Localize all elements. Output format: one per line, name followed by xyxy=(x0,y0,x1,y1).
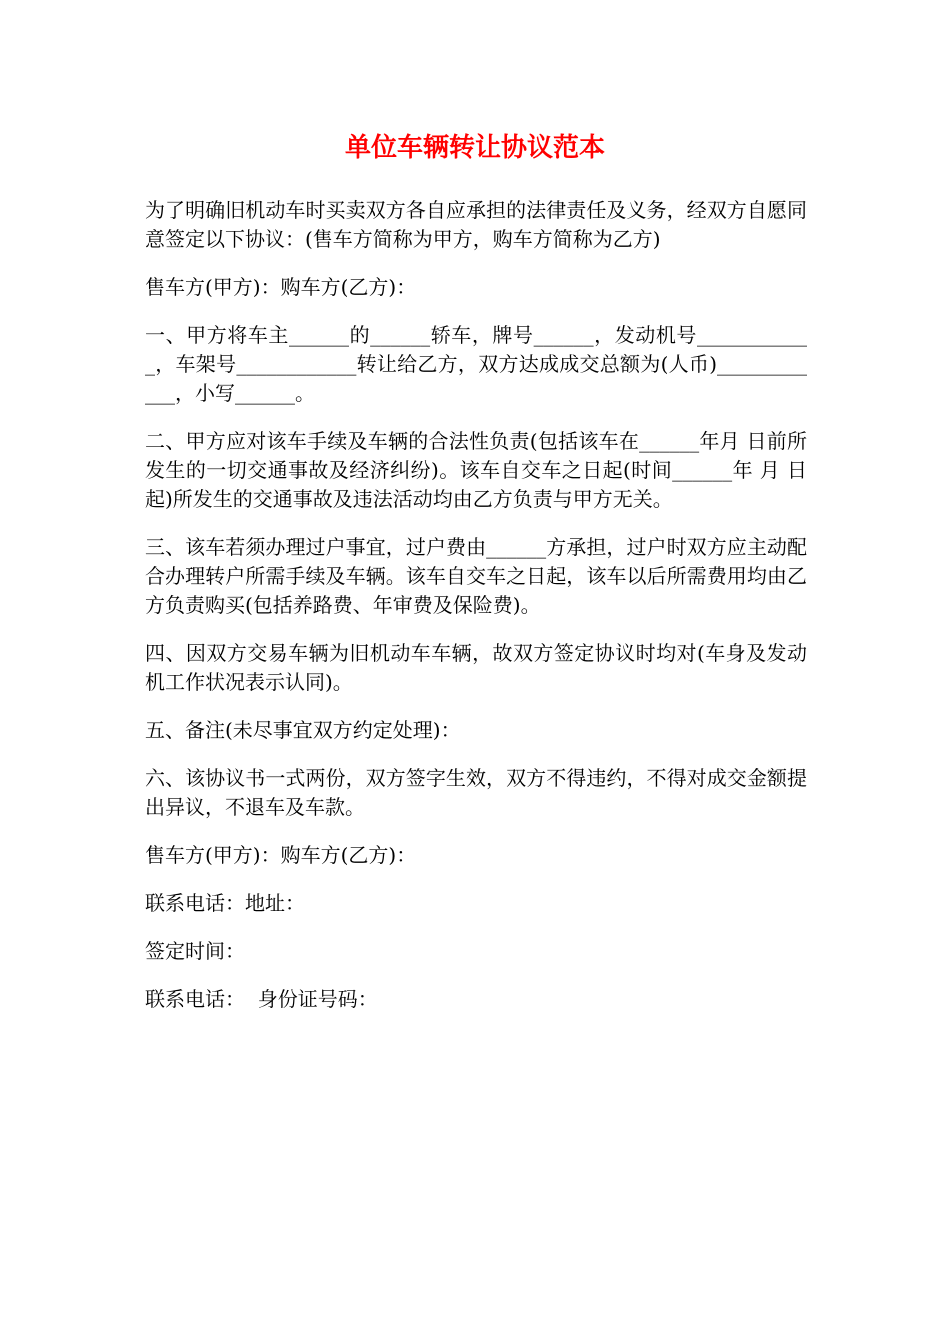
parties-line: 售车方(甲方)：购车方(乙方)： xyxy=(145,275,417,299)
contact-id-line: 联系电话： 身份证号码： xyxy=(145,987,378,1011)
parties-line-signature: 售车方(甲方)：购车方(乙方)： xyxy=(145,843,417,867)
clause-4: 四、因双方交易车辆为旧机动车车辆，故双方签定协议时均对(车身及发动机工作状况表示认同)。 xyxy=(145,641,807,694)
clause-5: 五、备注(未尽事宜双方约定处理)： xyxy=(145,718,461,742)
clause-1: 一、甲方将车主______的______轿车，牌号______，发动机号____________，车架号____________转让给乙方，双方达成成交总额为(人币)____________，小写______。 xyxy=(145,323,807,405)
contact-address-line: 联系电话：地址： xyxy=(145,891,305,915)
intro-paragraph: 为了明确旧机动车时买卖双方各自应承担的法律责任及义务，经双方自愿同意签定以下协议：(售车方简称为甲方，购车方简称为乙方) xyxy=(145,198,807,251)
document-body xyxy=(145,196,807,1033)
clause-3: 三、该车若须办理过户事宜，过户费由______方承担，过户时双方应主动配合办理转户所需手续及车辆。该车自交车之日起，该车以后所需费用均由乙方负责购买(包括养路费、年审费及保险费)。 xyxy=(145,535,807,617)
sign-time-line: 签定时间： xyxy=(145,939,245,963)
clause-6: 六、该协议书一式两份，双方签字生效，双方不得违约，不得对成交金额提出异议，不退车及车款。 xyxy=(145,766,807,819)
clause-2: 二、甲方应对该车手续及车辆的合法性负责(包括该车在______年月 日前所发生的一切交通事故及经济纠纷)。该车自交车之日起(时间______年 月 日起)所发生的交通事故及违法活动均由乙方负责与甲方无关。 xyxy=(145,429,807,511)
document-title: 单位车辆转让协议范本 xyxy=(344,133,605,163)
